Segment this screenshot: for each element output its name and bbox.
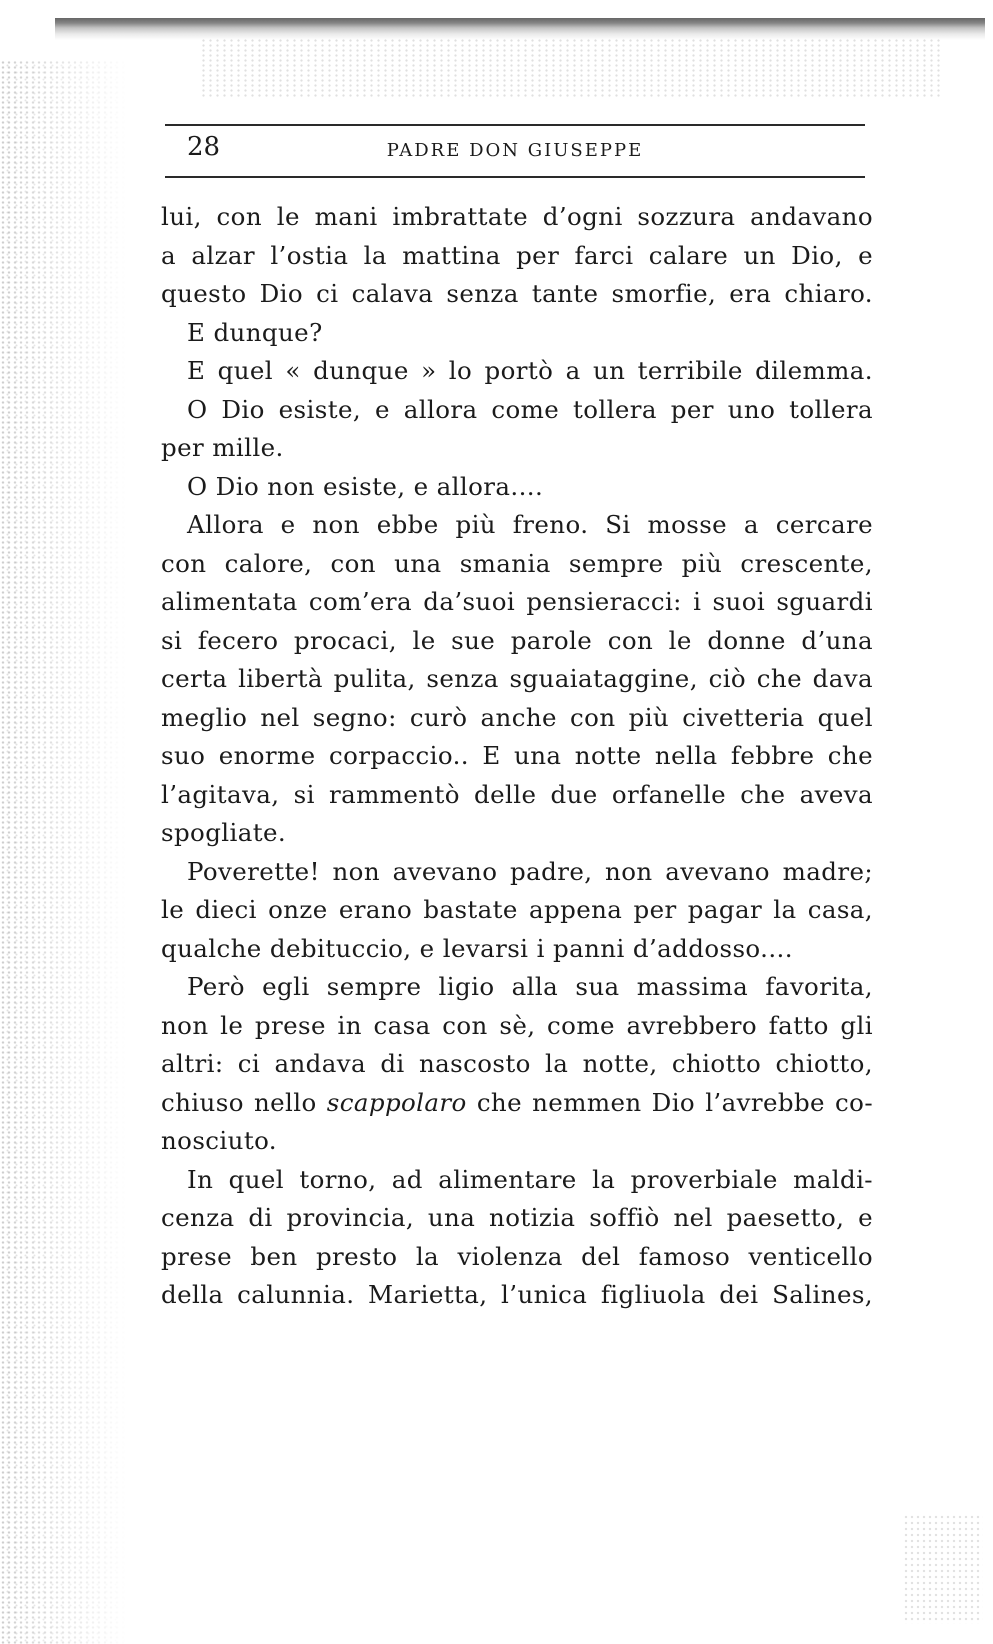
text-line: alimentata com’era da’suoi pensieracci: i suoi sguardi bbox=[161, 587, 873, 616]
page-number: 28 bbox=[187, 132, 221, 162]
text-line-with-italic bbox=[161, 1084, 873, 1123]
text-line: non le prese in casa con sè, come avrebbero fatto gli bbox=[161, 1010, 873, 1040]
text-line: O Dio non esiste, e allora.... bbox=[187, 471, 544, 501]
text-line: O Dio esiste, e allora come tollera per uno tollera bbox=[187, 394, 873, 424]
text-line: suo enorme corpaccio.. E una notte nella febbre che bbox=[161, 741, 873, 770]
text-line: con calore, con una smania sempre più crescente, bbox=[161, 548, 873, 578]
text-line: meglio nel segno: curò anche con più civetteria quel bbox=[161, 702, 873, 732]
text-line: E quel « dunque » lo portò a un terribile dilemma. bbox=[187, 356, 873, 385]
text-line: In quel torno, ad alimentare la proverbiale maldi- bbox=[187, 1164, 873, 1194]
text-line: si fecero procaci, le sue parole con le donne d’una bbox=[161, 625, 873, 655]
text-segment: che nemmen Dio l’avrebbe co- bbox=[466, 1087, 873, 1117]
text-line: a alzar l’ostia la mattina per farci calare un Dio, e bbox=[161, 240, 873, 270]
text-line: le dieci onze erano bastate appena per pagar la casa, bbox=[161, 895, 873, 924]
text-line: della calunnia. Marietta, l’unica figliuola dei Salines, bbox=[161, 1280, 873, 1309]
text-line: Però egli sempre ligio alla sua massima favorita, bbox=[187, 972, 873, 1001]
text-line: spogliate. bbox=[161, 818, 287, 847]
text-line: altri: ci andava di nascosto la notte, chiotto chiotto, bbox=[161, 1049, 873, 1078]
text-line: Allora e non ebbe più freno. Si mosse a cercare bbox=[187, 510, 873, 539]
text-line: lui, con le mani imbrattate d’ogni sozzura andavano bbox=[161, 202, 873, 231]
text-segment: chiuso nello bbox=[161, 1087, 327, 1117]
text-line: qualche debituccio, e levarsi i panni d’addosso.... bbox=[161, 933, 793, 963]
page-header bbox=[165, 130, 865, 170]
text-line: questo Dio ci calava senza tante smorfie, era chiaro. bbox=[161, 279, 873, 308]
text-line: prese ben presto la violenza del famoso venticello bbox=[161, 1241, 873, 1271]
italic-term: scappolaro bbox=[326, 1087, 467, 1117]
header-rule-top bbox=[165, 124, 865, 126]
scan-left-edge bbox=[0, 60, 130, 1644]
scan-top-edge bbox=[55, 18, 985, 40]
text-line: certa libertà pulita, senza sguaiataggine, ciò che dava bbox=[161, 664, 873, 693]
text-line: nosciuto. bbox=[161, 1126, 277, 1155]
scan-speckle-top bbox=[200, 38, 940, 98]
text-line: E dunque? bbox=[187, 317, 323, 347]
body-text bbox=[161, 198, 873, 1315]
text-line: l’agitava, si rammentò delle due orfanelle che aveva bbox=[161, 779, 873, 809]
text-line: cenza di provincia, una notizia soffiò nel paesetto, e bbox=[161, 1203, 873, 1232]
text-line: Poverette! non avevano padre, non avevano madre; bbox=[187, 856, 873, 886]
header-rule-bottom bbox=[165, 176, 865, 178]
running-title: PADRE DON GIUSEPPE bbox=[386, 140, 644, 161]
text-line: per mille. bbox=[161, 433, 284, 462]
scan-speckle-bottom-right bbox=[903, 1514, 983, 1624]
